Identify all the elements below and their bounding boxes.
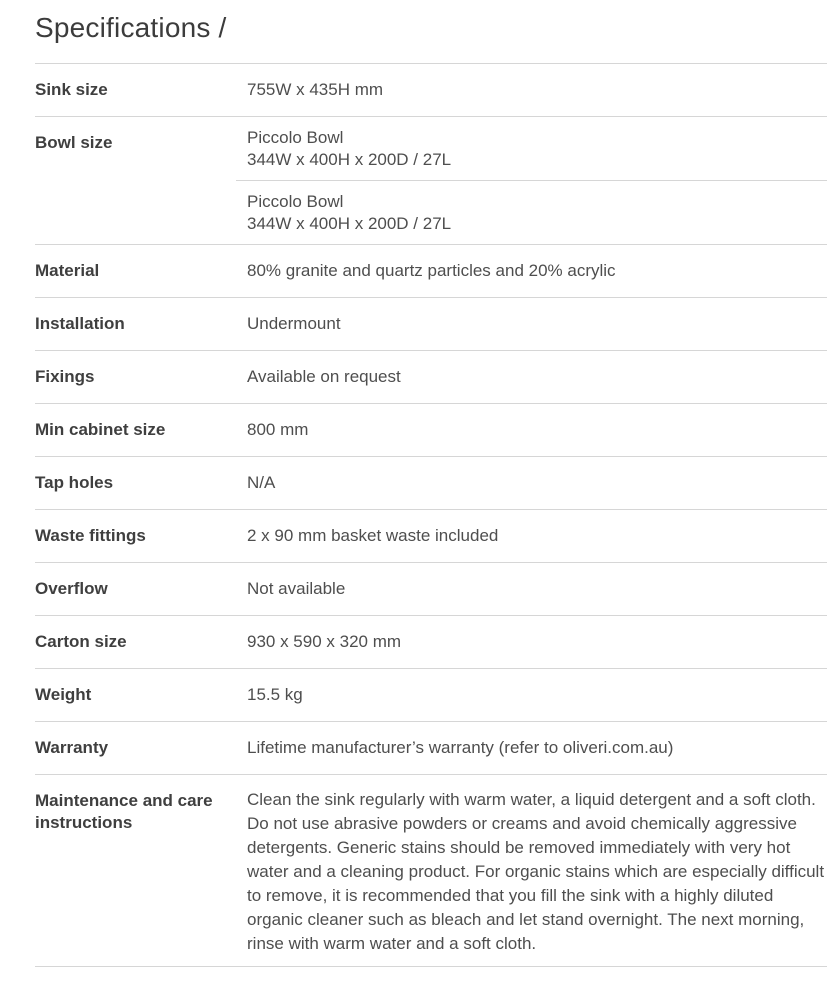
spec-label: Weight bbox=[35, 685, 92, 704]
spec-value: 930 x 590 x 320 mm bbox=[247, 632, 402, 651]
spec-value: 15.5 kg bbox=[247, 685, 303, 704]
table-row-warranty bbox=[35, 721, 827, 774]
table-row-waste-fittings bbox=[35, 509, 827, 562]
spec-value: 755W x 435H mm bbox=[247, 80, 384, 99]
page-title: Specifications / bbox=[35, 12, 227, 43]
bowl-spec-group bbox=[236, 117, 827, 180]
spec-value: N/A bbox=[247, 473, 276, 492]
table-row-maintenance bbox=[35, 774, 827, 966]
specifications-table bbox=[35, 63, 827, 967]
spec-label: Waste fittings bbox=[35, 526, 146, 545]
spec-label: Installation bbox=[35, 314, 125, 333]
spec-value: Lifetime manufacturer’s warranty (refer to oliveri.com.au) bbox=[247, 738, 674, 757]
spec-label: Material bbox=[35, 261, 100, 280]
spec-value: 800 mm bbox=[247, 420, 309, 439]
spec-value: Available on request bbox=[247, 367, 401, 386]
table-row-installation bbox=[35, 297, 827, 350]
bowl-spec-group bbox=[236, 180, 827, 244]
table-row-fixings bbox=[35, 350, 827, 403]
spec-label: Warranty bbox=[35, 738, 109, 757]
bowl-dimensions: 344W x 400H x 200D / 27L bbox=[247, 214, 452, 233]
bowl-dimensions: 344W x 400H x 200D / 27L bbox=[247, 150, 452, 169]
table-row-overflow bbox=[35, 562, 827, 615]
table-row-material bbox=[35, 244, 827, 297]
spec-label: Maintenance and care instructions bbox=[35, 791, 213, 832]
spec-label: Fixings bbox=[35, 367, 95, 386]
spec-label: Carton size bbox=[35, 632, 127, 651]
spec-value: 2 x 90 mm basket waste included bbox=[247, 526, 499, 545]
spec-label: Bowl size bbox=[35, 133, 113, 152]
spec-value: Clean the sink regularly with warm water, a liquid detergent and a soft cloth. Do not use abrasive powders or creams and avoid chemically aggressive detergents. Generic stains should be removed immediately with very hot water and a cleaning product. For organic stains which are especially difficult to remove, it is recommended that you fill the sink with a highly diluted organic cleaner such as bleach and let stand overnight. The next morning, rinse with warm water and a soft cloth. bbox=[247, 790, 825, 953]
table-row-tap-holes bbox=[35, 456, 827, 509]
table-row-min-cabinet-size bbox=[35, 403, 827, 456]
table-row-weight bbox=[35, 668, 827, 721]
spec-value: 80% granite and quartz particles and 20% acrylic bbox=[247, 261, 616, 280]
table-row-sink-size bbox=[35, 63, 827, 116]
table-row-bowl-size bbox=[35, 116, 827, 244]
bowl-name: Piccolo Bowl bbox=[247, 192, 344, 211]
bowl-name: Piccolo Bowl bbox=[247, 128, 344, 147]
spec-label: Min cabinet size bbox=[35, 420, 166, 439]
table-row-carton-size bbox=[35, 615, 827, 668]
spec-value: Undermount bbox=[247, 314, 341, 333]
spec-label: Tap holes bbox=[35, 473, 114, 492]
spec-label: Overflow bbox=[35, 579, 108, 598]
spec-label: Sink size bbox=[35, 80, 108, 99]
spec-value: Not available bbox=[247, 579, 346, 598]
spec-value-group-list bbox=[236, 117, 827, 244]
